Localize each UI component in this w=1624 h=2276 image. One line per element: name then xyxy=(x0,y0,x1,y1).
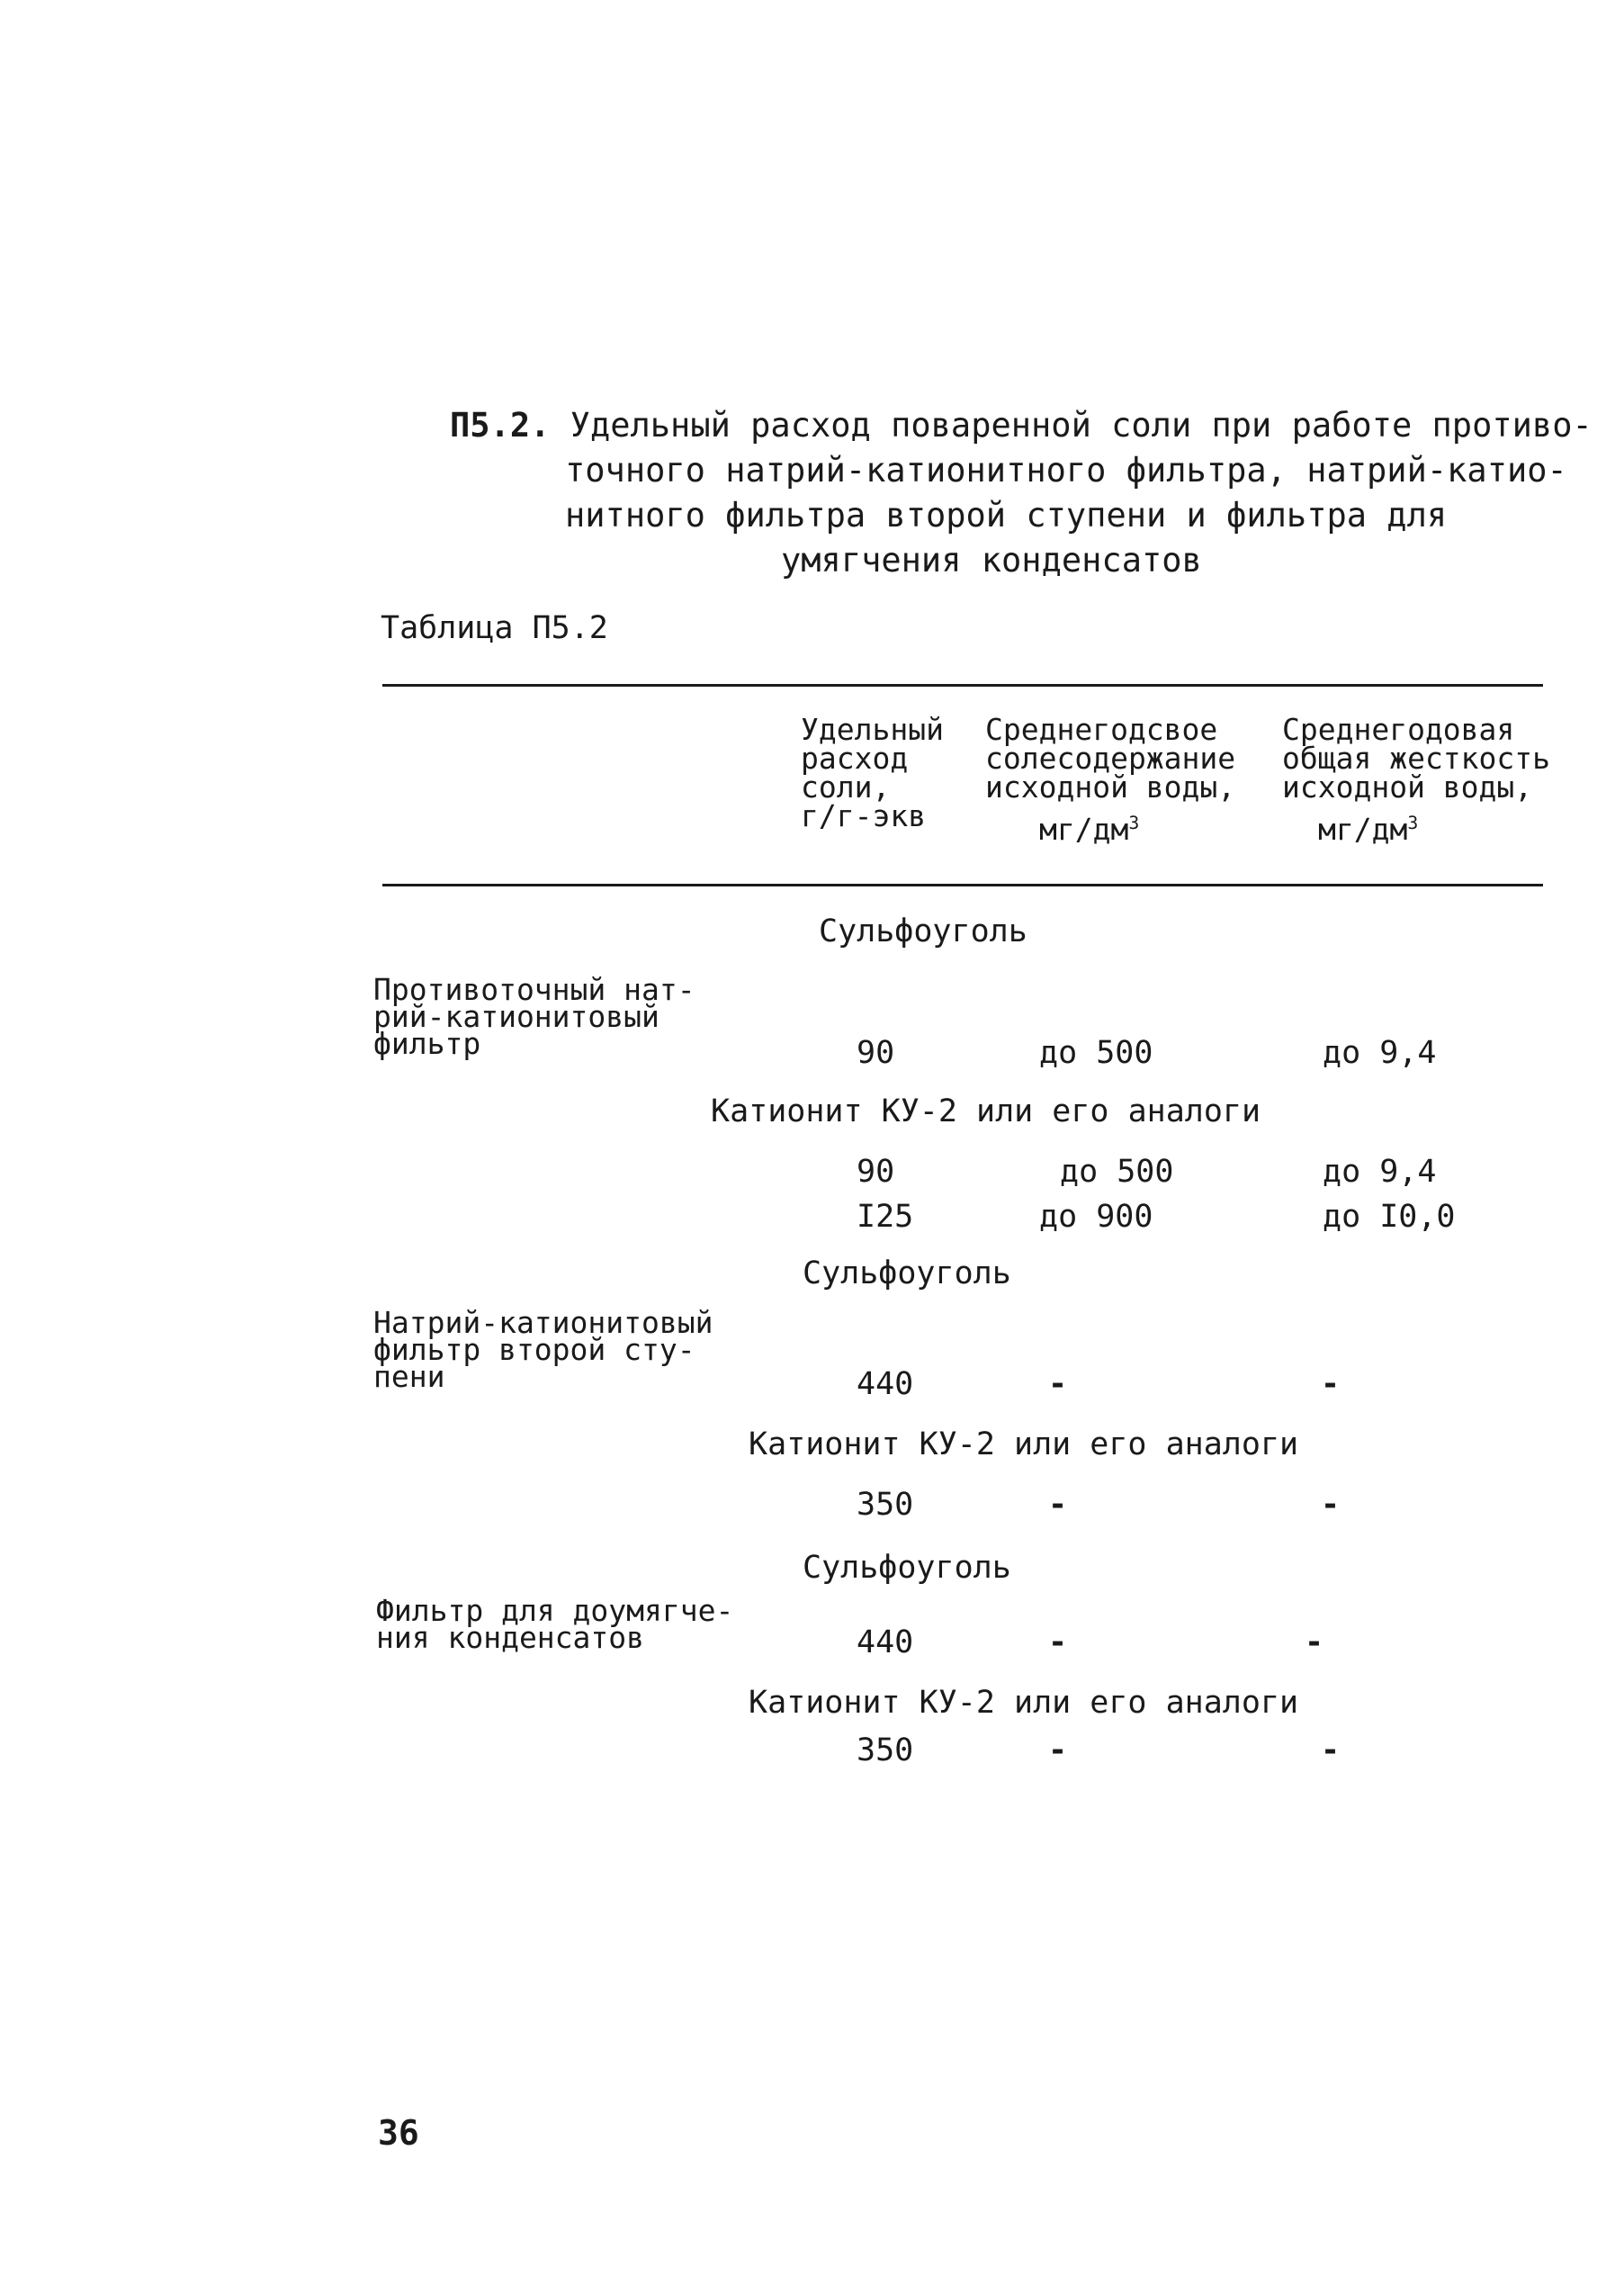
section-title: Сульфоуголь xyxy=(803,1255,1011,1291)
cell-salt-rate: I25 xyxy=(857,1199,914,1235)
unit-mg-dm3: $мг/дм^3$ xyxy=(1039,812,1140,847)
section-title: Сульфоуголь xyxy=(819,913,1027,949)
cell-hardness: до I0,0 xyxy=(1323,1199,1456,1235)
cell-salinity: - xyxy=(1048,1732,1068,1768)
table-header-rule xyxy=(382,884,1543,886)
cell-salinity: до 500 xyxy=(1039,1035,1153,1071)
column-header-salinity: Среднегодсвое солесодержание исходной воды, $мг/дм^3$ xyxy=(985,712,1236,847)
section-title: Сульфоуголь xyxy=(803,1550,1011,1586)
table-top-rule xyxy=(382,684,1543,687)
cell-salinity: - xyxy=(1048,1624,1068,1660)
column-header-salt-rate: Удельный расход соли, г/г-экв xyxy=(801,712,944,833)
cell-salt-rate: 90 xyxy=(857,1154,895,1190)
section-title: Катионит КУ-2 или его аналоги xyxy=(749,1685,1299,1721)
cell-salinity: до 500 xyxy=(1060,1154,1174,1190)
cell-hardness: - xyxy=(1321,1487,1341,1523)
cell-hardness: до 9,4 xyxy=(1323,1154,1437,1190)
table-label: Таблица П5.2 xyxy=(381,610,608,646)
cell-salinity: - xyxy=(1048,1366,1068,1402)
section-code: П5.2. xyxy=(450,406,551,445)
heading-line-1: Удельный расход поваренной соли при работе противо- xyxy=(570,406,1593,445)
cell-salt-rate: 90 xyxy=(857,1035,895,1071)
section-title: Катионит КУ-2 или его аналоги xyxy=(749,1426,1299,1462)
cell-salt-rate: 440 xyxy=(857,1624,914,1660)
section-heading xyxy=(450,403,1593,448)
cell-hardness: - xyxy=(1321,1732,1341,1768)
heading-line-4: умягчения конденсатов xyxy=(781,541,1202,580)
page-number: 36 xyxy=(378,2113,419,2153)
row-label-condensate-filter: Фильтр для доумягче- ния конденсатов xyxy=(376,1593,734,1655)
cell-salinity: - xyxy=(1048,1487,1068,1523)
cell-salt-rate: 440 xyxy=(857,1366,914,1402)
unit-mg-dm3: $мг/дм^3$ xyxy=(1318,812,1419,847)
row-label-counterflow-filter: Противоточный нат- рий-катионитовый фильтр xyxy=(373,972,695,1061)
cell-hardness: - xyxy=(1305,1624,1324,1660)
cell-salinity: до 900 xyxy=(1039,1199,1153,1235)
cell-hardness: - xyxy=(1321,1366,1341,1402)
column-header-hardness: Среднегодовая общая жесткость исходной воды, $мг/дм^3$ xyxy=(1282,712,1551,847)
cell-salt-rate: 350 xyxy=(857,1732,914,1768)
heading-line-3: нитного фильтра второй ступени и фильтра для xyxy=(565,496,1448,535)
row-label-second-stage-filter: Натрий-катионитовый фильтр второй сту- пени xyxy=(373,1305,713,1394)
cell-hardness: до 9,4 xyxy=(1323,1035,1437,1071)
cell-salt-rate: 350 xyxy=(857,1487,914,1523)
section-title: Катионит КУ-2 или его аналоги xyxy=(711,1093,1261,1129)
heading-line-2: точного натрий-катионитного фильтра, натрий-катио- xyxy=(565,451,1567,490)
